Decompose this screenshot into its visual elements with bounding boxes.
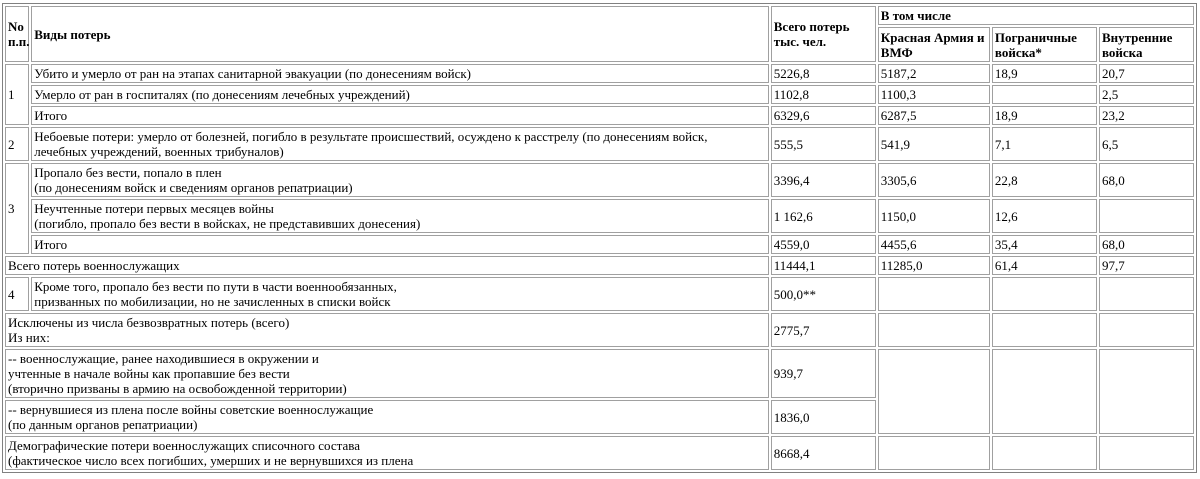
header-total: Всего потерь тыс. чел.: [771, 6, 876, 62]
row-border: [992, 349, 1097, 434]
row-red-army: 1150,0: [878, 199, 990, 233]
row-label: Всего потерь военнослужащих: [5, 256, 769, 275]
row-red-army: 5187,2: [878, 64, 990, 83]
row-border: 61,4: [992, 256, 1097, 275]
header-border-troops: Пограничные войска*: [992, 27, 1097, 62]
row-label: Итого: [31, 106, 768, 125]
row-num: 1: [5, 64, 29, 125]
row-red-army: 6287,5: [878, 106, 990, 125]
row-total: 3396,4: [771, 163, 876, 197]
row-total: 1 162,6: [771, 199, 876, 233]
row-border: 18,9: [992, 106, 1097, 125]
table-row: [5, 313, 1194, 347]
row-total: 1836,0: [771, 400, 876, 434]
row-label: Итого: [31, 235, 768, 254]
table-row: [5, 349, 1194, 398]
row-total: 555,5: [771, 127, 876, 161]
row-internal: 20,7: [1099, 64, 1194, 83]
row-total: 939,7: [771, 349, 876, 398]
row-internal: [1099, 277, 1194, 311]
row-total: 6329,6: [771, 106, 876, 125]
table-row: [5, 106, 1194, 125]
row-border: 22,8: [992, 163, 1097, 197]
row-red-army: 1100,3: [878, 85, 990, 104]
row-num: 2: [5, 127, 29, 161]
table-row: [5, 199, 1194, 233]
header-red-army: Красная Армия и ВМФ: [878, 27, 990, 62]
row-total: 11444,1: [771, 256, 876, 275]
row-red-army: [878, 313, 990, 347]
row-border: 35,4: [992, 235, 1097, 254]
row-red-army: 11285,0: [878, 256, 990, 275]
row-internal: [1099, 436, 1194, 470]
row-border: 18,9: [992, 64, 1097, 83]
row-total: 8668,4: [771, 436, 876, 470]
row-red-army: 4455,6: [878, 235, 990, 254]
row-internal: 97,7: [1099, 256, 1194, 275]
row-label: -- военнослужащие, ранее находившиеся в окружении и учтенные в начале войны как пропавшие без вести (вторично призваны в армию на освобожденной территории): [5, 349, 769, 398]
row-total: 2775,7: [771, 313, 876, 347]
row-red-army: [878, 436, 990, 470]
row-label: Небоевые потери: умерло от болезней, погибло в результате происшествий, осуждено к расстрелу (по донесениям войск, лечебных учреждений, военных трибуналов): [31, 127, 768, 161]
row-total: 5226,8: [771, 64, 876, 83]
row-internal: 68,0: [1099, 235, 1194, 254]
row-num: 3: [5, 163, 29, 254]
row-border: [992, 436, 1097, 470]
row-total: 500,0**: [771, 277, 876, 311]
row-border: 12,6: [992, 199, 1097, 233]
row-total: 4559,0: [771, 235, 876, 254]
row-red-army: 541,9: [878, 127, 990, 161]
table-row: [5, 256, 1194, 275]
row-border: 7,1: [992, 127, 1097, 161]
table-row: [5, 127, 1194, 161]
losses-table: [2, 3, 1197, 473]
row-internal: 68,0: [1099, 163, 1194, 197]
row-label: Пропало без вести, попало в плен (по донесениям войск и сведениям органов репатриации): [31, 163, 768, 197]
table-row: [5, 85, 1194, 104]
row-red-army: 3305,6: [878, 163, 990, 197]
row-label: Демографические потери военнослужащих списочного состава (фактическое число всех погибших, умерших и не вернувшихся из плена: [5, 436, 769, 470]
row-border: [992, 85, 1097, 104]
row-internal: [1099, 313, 1194, 347]
row-border: [992, 277, 1097, 311]
row-label: -- вернувшиеся из плена после войны советские военнослужащие (по данным органов репатриации): [5, 400, 769, 434]
row-label: Исключены из числа безвозвратных потерь (всего) Из них:: [5, 313, 769, 347]
table-row: [5, 163, 1194, 197]
table-row: [5, 64, 1194, 83]
row-internal: 6,5: [1099, 127, 1194, 161]
row-internal: 23,2: [1099, 106, 1194, 125]
row-label: Кроме того, пропало без вести по пути в части военнообязанных, призванных по мобилизации, но не зачисленных в списки войск: [31, 277, 768, 311]
header-row: [5, 6, 1194, 25]
row-internal: 2,5: [1099, 85, 1194, 104]
header-num: No п.п.: [5, 6, 29, 62]
row-label: Убито и умерло от ран на этапах санитарной эвакуации (по донесениям войск): [31, 64, 768, 83]
row-num: 4: [5, 277, 29, 311]
row-internal: [1099, 349, 1194, 434]
table-row: [5, 277, 1194, 311]
row-red-army: [878, 277, 990, 311]
row-total: 1102,8: [771, 85, 876, 104]
header-types: Виды потерь: [31, 6, 768, 62]
row-internal: [1099, 199, 1194, 233]
table-row: [5, 436, 1194, 470]
row-label: Умерло от ран в госпиталях (по донесениям лечебных учреждений): [31, 85, 768, 104]
table-row: [5, 235, 1194, 254]
row-red-army: [878, 349, 990, 434]
row-border: [992, 313, 1097, 347]
header-internal-troops: Внутренние войска: [1099, 27, 1194, 62]
row-label: Неучтенные потери первых месяцев войны (погибло, пропало без вести в войсках, не представивших донесения): [31, 199, 768, 233]
header-including: В том числе: [878, 6, 1194, 25]
